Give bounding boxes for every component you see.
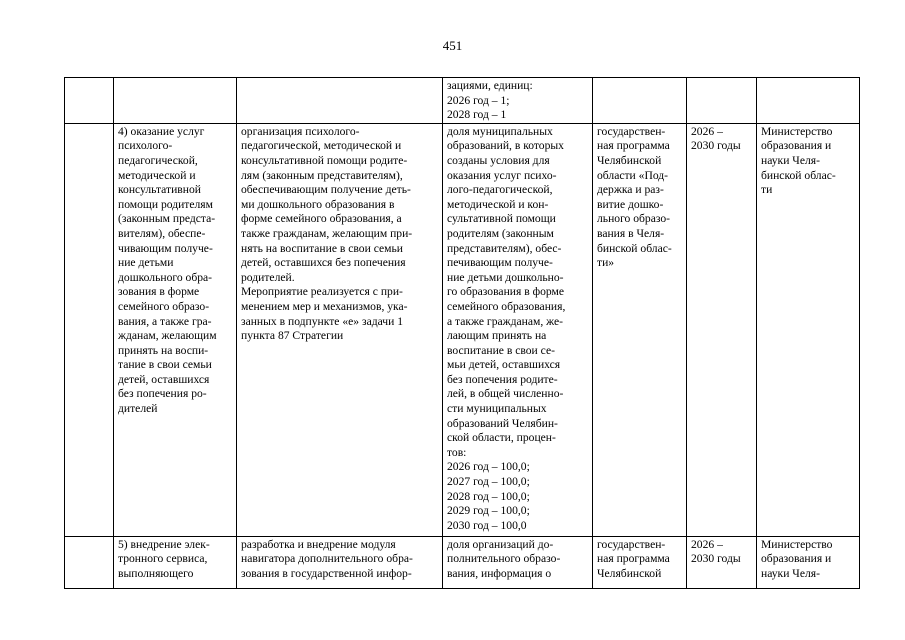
cell-text-line: принять на воспи- (118, 343, 209, 357)
cell-text-line: также гражданам, желающим при- (241, 226, 413, 240)
cell-text-line: зования в государственной инфор- (241, 566, 412, 580)
cell-text-line: психолого- (118, 139, 173, 153)
cell-text-line: менением мер и механизмов, ука- (241, 299, 408, 313)
cell-text-line: оказания услуг психо- (447, 168, 557, 182)
table-row (65, 536, 860, 588)
cell-text-line: государствен- (597, 124, 666, 138)
cell-text-line: ти (761, 183, 773, 197)
cell-text-line: форме семейного образования, а (241, 212, 402, 226)
cell-text-line: доля муниципальных (447, 124, 553, 138)
cell-text-line: консультативной помощи родите- (241, 153, 408, 167)
cell-text-line: бинской облас- (597, 241, 672, 255)
cell-text-line: полнительного образо- (447, 552, 561, 566)
cell-text-line: ние детьми дошкольно- (447, 270, 564, 284)
cell-text-line: образования и (761, 552, 832, 566)
cell-text-line: бинской облас- (761, 168, 836, 182)
cell-text-line: родителям (законным (447, 226, 554, 240)
cell-text-line: 2029 год – 100,0; (447, 504, 530, 518)
activity-cell (237, 536, 443, 588)
cell-text-line: вания, а также гра- (118, 314, 212, 328)
cell-text-line: (законным предста- (118, 212, 216, 226)
row-number-cell (65, 536, 114, 588)
cell-text-line: без попечения родите- (447, 372, 558, 386)
indicator-cell (443, 78, 593, 124)
cell-text-line: дошкольного обра- (118, 270, 213, 284)
cell-text-line: 2026 год – 1; (447, 93, 510, 107)
cell-text-line: науки Челя- (761, 566, 820, 580)
cell-text-line: консультативной (118, 183, 201, 197)
row-number-cell (65, 78, 114, 124)
cell-text-line: семейного образования, (447, 299, 566, 313)
cell-text-line: 2026 – (691, 124, 723, 138)
cell-text-line: 2028 год – 1 (447, 108, 507, 122)
cell-text-line: науки Челя- (761, 153, 820, 167)
cell-text-line: области «Под- (597, 168, 669, 182)
cell-text-line: пункта 87 Стратегии (241, 329, 344, 343)
period-cell (687, 536, 757, 588)
table-row (65, 123, 860, 536)
cell-text-line: 2030 год – 100,0 (447, 518, 527, 532)
task-cell (114, 123, 237, 536)
cell-text-line: выполняющего (118, 566, 194, 580)
cell-text-line: организация психолого- (241, 124, 360, 138)
cell-text-line: методической и кон- (447, 197, 549, 211)
cell-text-line: детей, оставшихся без попечения (241, 256, 406, 270)
cell-text-line: дителей (118, 402, 158, 416)
cell-text-line: лающим принять на (447, 329, 547, 343)
responsible-cell (757, 123, 860, 536)
cell-text-line: ской области, процен- (447, 431, 556, 445)
cell-text-line: вителям), обеспе- (118, 226, 206, 240)
cell-text-line: 2030 годы (691, 139, 741, 153)
cell-text-line: ти» (597, 256, 615, 270)
period-cell (687, 78, 757, 124)
cell-text-line: доля организаций до- (447, 537, 554, 551)
cell-text-line: льного образо- (597, 212, 671, 226)
cell-text-line: ная программа (597, 552, 670, 566)
cell-text-line: занных в подпункте «е» задачи 1 (241, 314, 404, 328)
cell-text-line: Челябинской (597, 153, 662, 167)
cell-text-line: держка и раз- (597, 183, 664, 197)
cell-text-line: помощи родителям (118, 197, 213, 211)
program-cell (593, 536, 687, 588)
cell-text-line: зациями, единиц: (447, 79, 533, 92)
cell-text-line: 5) внедрение элек- (118, 537, 210, 551)
cell-text-line: разработка и внедрение модуля (241, 537, 396, 551)
indicator-cell (443, 536, 593, 588)
cell-text-line: лого-педагогической, (447, 183, 553, 197)
cell-text-line: нять на воспитание в свои семьи (241, 241, 403, 255)
cell-text-line: сультативной помощи (447, 212, 556, 226)
cell-text-line: вания, информация о (447, 566, 552, 580)
cell-text-line: без попечения ро- (118, 387, 207, 401)
cell-text-line: Министерство (761, 537, 833, 551)
cell-text-line: сти муниципальных (447, 402, 547, 416)
cell-text-line: образований, в которых (447, 139, 564, 153)
cell-text-line: детей, оставшихся (118, 372, 210, 386)
cell-text-line: 2028 год – 100,0; (447, 489, 530, 503)
cell-text-line: лей, в общей численно- (447, 387, 564, 401)
cell-text-line: 2026 год – 100,0; (447, 460, 530, 474)
cell-text-line: жданам, желающим (118, 329, 217, 343)
cell-text-line: тов: (447, 445, 467, 459)
cell-text-line: созданы условия для (447, 153, 550, 167)
cell-text-line: семейного образо- (118, 299, 210, 313)
cell-text-line: мьи детей, оставшихся (447, 358, 561, 372)
cell-text-line: чивающим получе- (118, 241, 213, 255)
table-row (65, 78, 860, 124)
page-number: 451 (442, 38, 463, 53)
row-number-cell (65, 123, 114, 536)
cell-text-line: тание в свои семьи (118, 358, 212, 372)
cell-text-line: представителям), обес- (447, 241, 562, 255)
responsible-cell (757, 78, 860, 124)
cell-text-line: государствен- (597, 537, 666, 551)
cell-text-line: образований Челябин- (447, 416, 558, 430)
indicator-cell (443, 123, 593, 536)
cell-text-line: а также гражданам, же- (447, 314, 564, 328)
task-cell (114, 78, 237, 124)
activity-cell (237, 123, 443, 536)
cell-text-line: педагогической, (118, 153, 198, 167)
cell-text-line: Мероприятие реализуется с при- (241, 285, 403, 299)
cell-text-line: лям (законным представителям), (241, 168, 403, 182)
cell-text-line: Челябинской (597, 566, 662, 580)
responsible-cell (757, 536, 860, 588)
cell-text-line: родителей. (241, 270, 295, 284)
cell-text-line: воспитание в свои се- (447, 343, 555, 357)
cell-text-line: го образования в форме (447, 285, 565, 299)
cell-text-line: обеспечивающим получение деть- (241, 183, 411, 197)
cell-text-line: вания в Челя- (597, 226, 665, 240)
program-cell (593, 123, 687, 536)
cell-text-line: ми дошкольного образования в (241, 197, 395, 211)
cell-text-line: ная программа (597, 139, 670, 153)
cell-text-line: педагогической, методической и (241, 139, 402, 153)
period-cell (687, 123, 757, 536)
cell-text-line: витие дошко- (597, 197, 664, 211)
cell-text-line: тронного сервиса, (118, 552, 208, 566)
cell-text-line: образования и (761, 139, 832, 153)
activity-cell (237, 78, 443, 124)
cell-text-line: печивающим получе- (447, 256, 553, 270)
cell-text-line: Министерство (761, 124, 833, 138)
measures-table (64, 77, 860, 589)
cell-text-line: зования в форме (118, 285, 200, 299)
cell-text-line: 2027 год – 100,0; (447, 475, 530, 489)
cell-text-line: 2030 годы (691, 552, 741, 566)
cell-text-line: 2026 – (691, 537, 723, 551)
task-cell (114, 536, 237, 588)
cell-text-line: 4) оказание услуг (118, 124, 205, 138)
cell-text-line: методической и (118, 168, 196, 182)
cell-text-line: навигатора дополнительного обра- (241, 552, 413, 566)
program-cell (593, 78, 687, 124)
cell-text-line: ние детьми (118, 256, 174, 270)
